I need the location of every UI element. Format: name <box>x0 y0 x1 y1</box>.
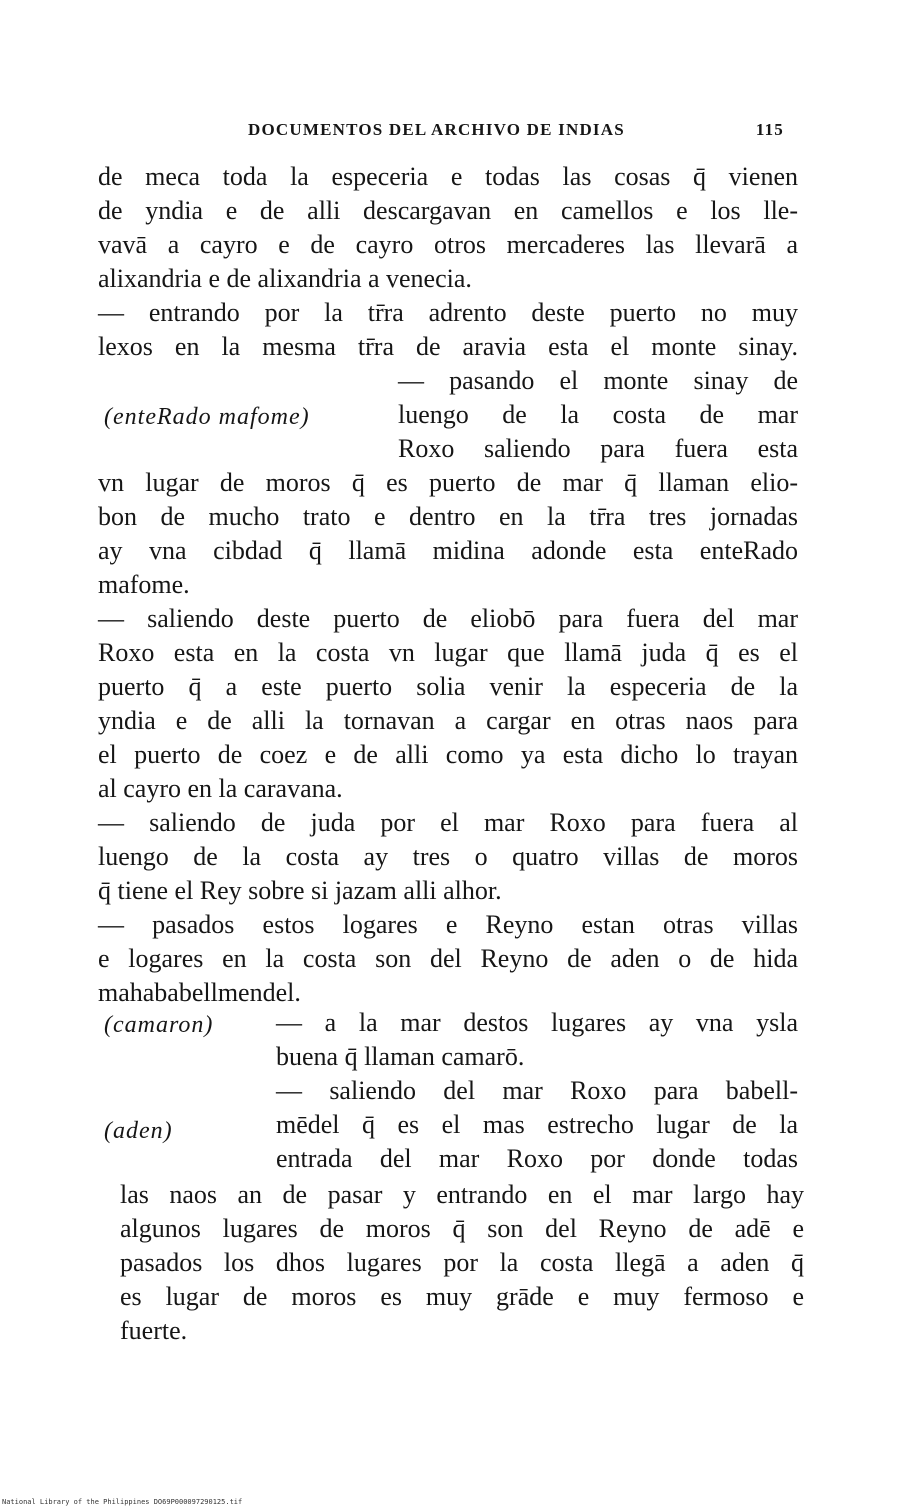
text-line: alixandria e de alixandria a venecia. <box>98 264 472 293</box>
margin-note: (aden) <box>104 1118 173 1144</box>
text-line: entrada del mar Roxo por donde todas <box>276 1144 798 1173</box>
text-line: mafome. <box>98 570 190 599</box>
text-line: vn lugar de moros q̄ es puerto de mar q̄ llaman elio- <box>98 468 798 497</box>
text-line: mēdel q̄ es el mas estrecho lugar de la <box>276 1110 798 1139</box>
text-line: luengo de la costa ay tres o quatro villas de moros <box>98 842 798 871</box>
text-line: — pasados estos logares e Reyno estan otras villas <box>98 910 798 939</box>
text-line: ay vna cibdad q̄ llamā midina adonde esta enteRado <box>98 536 798 565</box>
text-line: — a la mar destos lugares ay vna ysla <box>276 1008 798 1037</box>
page-number: 115 <box>755 120 784 139</box>
paragraph-7 <box>120 1178 804 1348</box>
margin-note: (camaron) <box>104 1012 214 1038</box>
text-line: pasados los dhos lugares por la costa llegā a aden q̄ <box>120 1248 804 1277</box>
text-line: — saliendo deste puerto de eliobō para fuera del mar <box>98 604 798 633</box>
text-line: mahababellmendel. <box>98 978 301 1007</box>
paragraph-1 <box>98 160 798 296</box>
text-line: algunos lugares de moros q̄ son del Reyno de adē e <box>120 1214 804 1243</box>
text-line: es lugar de moros es muy grāde e muy fermoso e <box>120 1282 804 1311</box>
margin-note: (enteRado mafome) <box>104 404 310 430</box>
text-line: al cayro en la caravana. <box>98 774 343 803</box>
paragraph-6 <box>98 908 798 1010</box>
scan-footer: National Library of the Philippines DO69P000097290125.tif <box>2 1498 243 1506</box>
paragraph-3 <box>98 466 798 602</box>
text-line: de yndia e de alli descargavan en camellos e los lle- <box>98 196 798 225</box>
text-line: — saliendo del mar Roxo para babell- <box>276 1076 798 1105</box>
side-note-1 <box>98 364 798 466</box>
text-line: puerto q̄ a este puerto solia venir la especeria de la <box>98 672 798 701</box>
text-line: yndia e de alli la tornavan a cargar en otras naos para <box>98 706 798 735</box>
text-line: fuerte. <box>120 1316 188 1345</box>
text-line: de meca toda la especeria e todas las cosas q̄ vienen <box>98 162 798 191</box>
text-line: — saliendo de juda por el mar Roxo para fuera al <box>98 808 798 837</box>
text-line: e logares en la costa son del Reyno de aden o de hida <box>98 944 798 973</box>
side-note-2 <box>98 1006 798 1074</box>
text-line: — entrando por la tr̄ra adrento deste puerto no muy <box>98 298 798 327</box>
text-line: Roxo saliendo para fuera esta <box>398 434 798 463</box>
text-line: bon de mucho trato e dentro en la tr̄ra tres jornadas <box>98 502 798 531</box>
header-title: DOCUMENTOS DEL ARCHIVO DE INDIAS <box>248 120 625 139</box>
text-line: Roxo esta en la costa vn lugar que llamā juda q̄ es el <box>98 638 798 667</box>
text-line: lexos en la mesma tr̄ra de aravia esta el monte sinay. <box>98 332 798 361</box>
text-line: luengo de la costa de mar <box>398 400 798 429</box>
paragraph-2 <box>98 296 798 364</box>
paragraph-5 <box>98 806 798 908</box>
text-line: el puerto de coez e de alli como ya esta dicho lo trayan <box>98 740 798 769</box>
paragraph-4 <box>98 602 798 806</box>
text-line: vavā a cayro e de cayro otros mercaderes las llevarā a <box>98 230 798 259</box>
text-line: q̄ tiene el Rey sobre si jazam alli alhor. <box>98 876 502 905</box>
text-line: las naos an de pasar y entrando en el mar largo hay <box>120 1180 804 1209</box>
text-line: — pasando el monte sinay de <box>398 366 798 395</box>
side-note-3 <box>98 1074 798 1176</box>
text-line: buena q̄ llaman camarō. <box>276 1042 525 1071</box>
